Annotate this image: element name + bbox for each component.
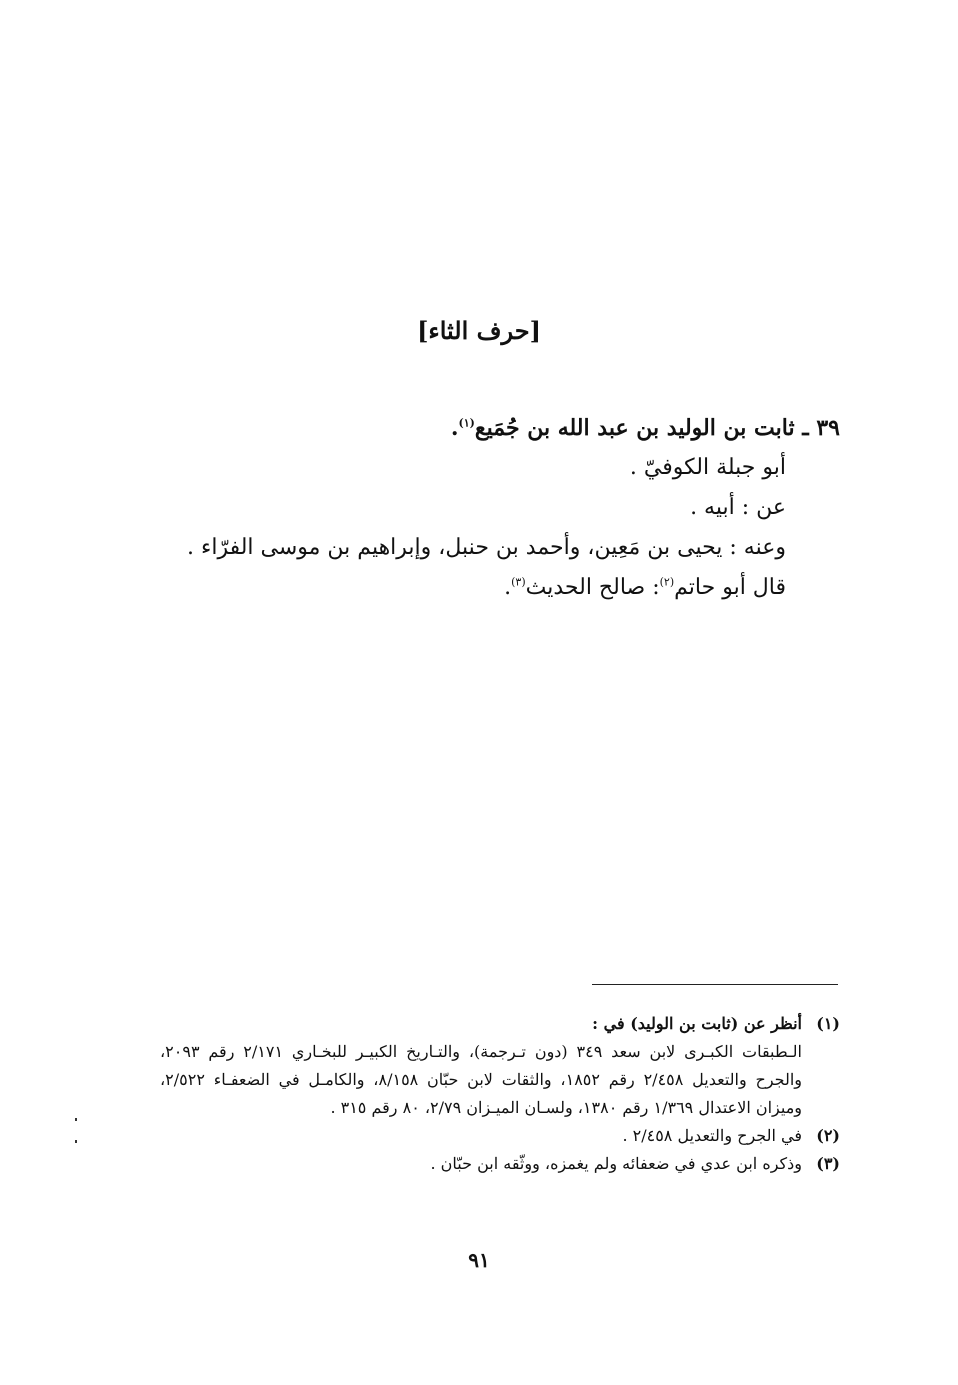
footnote-number: (١)	[816, 1014, 840, 1033]
entry-narrates-from: عن : أبيه .	[690, 495, 786, 520]
section-heading: [حرف الثاء]	[417, 316, 541, 345]
footnote-2	[160, 1122, 840, 1150]
footnote-number: (٢)	[816, 1126, 840, 1145]
page-number: ٩١	[468, 1248, 490, 1272]
footnote-number: (٣)	[816, 1154, 840, 1173]
entry-verdict	[120, 568, 840, 608]
footnote-body	[160, 1010, 802, 1122]
verdict-part1: قال أبو حاتم	[674, 575, 786, 600]
biography-entry	[120, 408, 840, 608]
footnote-separator	[592, 984, 838, 985]
footnote-ref-2[interactable]: (٢)	[659, 575, 675, 589]
footnote-text: الـطبقات الكبـرى لابن سعد ٣٤٩ (دون تـرجمة)، والتـاريخ الكبيـر للبخـاري ٢/١٧١ رقم ٢٠٩٣، والجرح والتعديل ٢/٤٥٨ رقم ١٨٥٢، والثقات لابن حبّان ٨/١٥٨، والكامـل في الضعفـاء ٢/٥٢٢، وميزان الاعتدال ١/٣٦٩ رقم ١٣٨٠، ولسـان الميـزان ٢/٧٩، ٨٠ رقم ٣١٥ .	[160, 1042, 803, 1117]
footnotes	[160, 1010, 840, 1178]
entry-narrated-by: وعنه : يحيى بن مَعِين، وأحمد بن حنبل، وإبراهيم بن موسى الفرّاء .	[187, 535, 786, 560]
footnote-1	[160, 1010, 840, 1122]
entry-title: ٣٩ ـ ثابت بن الوليد بن عبد الله بن جُمَيع	[474, 415, 840, 441]
footnote-text: وذكره ابن عدي في ضعفائه ولم يغمزه، ووثّقه ابن حبّان .	[430, 1154, 802, 1173]
footnote-ref-3[interactable]: (٣)	[511, 575, 526, 589]
footnote-ref-1[interactable]: (١)	[458, 416, 475, 430]
entry-kunya: أبو جبلة الكوفيّ .	[629, 455, 786, 480]
entry-title-end: .	[450, 415, 459, 441]
footnote-3	[160, 1150, 840, 1178]
verdict-part2: : صالح الحديث	[525, 575, 660, 600]
scan-speck	[75, 1140, 77, 1143]
footnote-intro: أنظر عن (ثابت بن الوليد) في :	[592, 1014, 802, 1033]
scan-speck	[75, 1118, 77, 1121]
verdict-end: .	[504, 575, 512, 600]
entry-title-line	[120, 408, 840, 448]
footnote-text: في الجرح والتعديل ٢/٤٥٨ .	[622, 1126, 802, 1145]
